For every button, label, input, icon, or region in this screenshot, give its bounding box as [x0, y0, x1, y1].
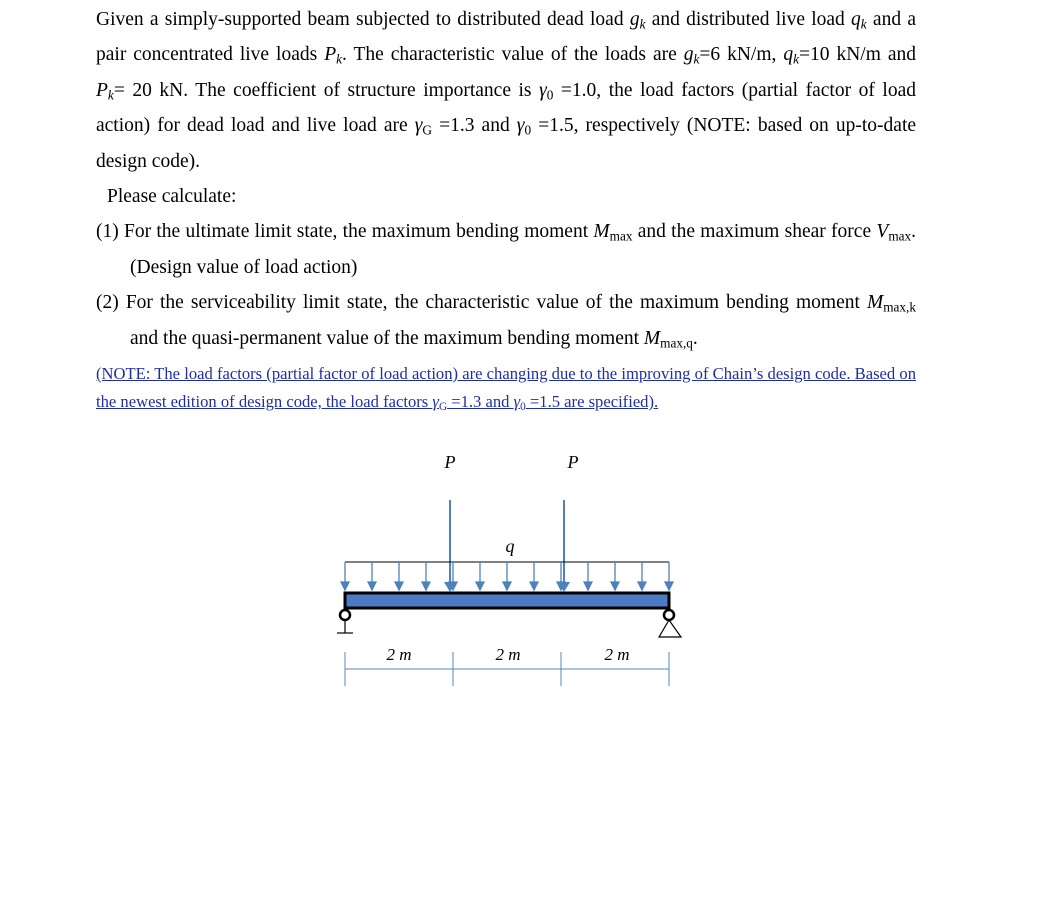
- subscript-max-k: max,k: [883, 299, 916, 315]
- subscript-k: k: [336, 51, 342, 67]
- gk-value: =6 kN/m,: [699, 44, 777, 66]
- subscript-k: k: [693, 51, 700, 67]
- symbol-gamma: γ: [513, 392, 521, 412]
- gammaG-value: =1.3: [432, 115, 475, 137]
- problem-statement: [96, 2, 916, 179]
- symbol-M: M: [593, 221, 610, 243]
- text-run: respectively (NOTE: based on up-to-date design code).: [96, 115, 917, 172]
- text-run: For the ultimate limit state, the maximum bending moment: [124, 221, 594, 243]
- span-label-3: 2 m: [604, 645, 630, 664]
- text-run: . The characteristic value of the loads are: [342, 44, 684, 66]
- subscript-0: 0: [524, 122, 532, 138]
- question-1: [96, 214, 916, 285]
- text-run: . (Design value of load action): [130, 221, 916, 278]
- distributed-load-label: q: [505, 536, 515, 556]
- item-number: (1): [96, 221, 125, 243]
- symbol-g: g: [629, 9, 640, 30]
- text-run: and: [880, 44, 917, 66]
- subscript-G: G: [422, 122, 432, 138]
- symbol-q: q: [783, 44, 794, 66]
- text-run: Given a simply-supported beam subjected to distributed dead load: [96, 9, 630, 30]
- design-code-note: [96, 360, 916, 416]
- symbol-M: M: [866, 292, 884, 314]
- beam-diagram: [300, 440, 720, 700]
- qk-value: =10 kN/m: [799, 44, 881, 66]
- item-number: (2): [96, 292, 126, 314]
- subscript-max-q: max,q: [660, 334, 693, 350]
- gammaQ-value: =1.5,: [531, 115, 579, 137]
- text-run: and the maximum shear force: [632, 221, 877, 243]
- text-run: and distributed live load: [645, 9, 852, 30]
- span-label-2: 2 m: [495, 645, 521, 664]
- subscript-0: 0: [546, 87, 554, 103]
- symbol-g: g: [683, 44, 694, 66]
- left-roller-support: [337, 610, 353, 633]
- subscript-k: k: [860, 16, 867, 32]
- symbol-V: V: [876, 221, 889, 243]
- subscript-k: k: [793, 51, 800, 67]
- symbol-q: q: [851, 9, 861, 30]
- please-calculate: Please calculate:: [107, 186, 237, 208]
- distributed-load-arrows: [341, 562, 673, 590]
- problem-text: [96, 2, 916, 416]
- text-run: and: [474, 115, 517, 137]
- right-pin-support: [659, 610, 681, 637]
- text-run: For the serviceability limit state, the characteristic value of the maximum bending moment: [125, 292, 867, 314]
- point-load-label-left: P: [444, 452, 456, 472]
- beam: [345, 593, 669, 608]
- subscript-max: max: [888, 228, 912, 244]
- span-label-1: 2 m: [386, 645, 412, 664]
- text-run: are specified).: [560, 392, 659, 412]
- symbol-gamma: γ: [414, 115, 423, 137]
- text-run: and: [481, 392, 514, 412]
- subscript-max: max: [609, 228, 633, 244]
- symbol-gamma: γ: [432, 392, 439, 412]
- text-run: and a pair concentrated live loads: [96, 9, 916, 66]
- subscript-k: k: [639, 16, 646, 32]
- text-run: and the quasi-permanent value of the maximum bending moment: [130, 327, 644, 349]
- subscript-k: k: [107, 87, 114, 103]
- gammaG-value: =1.3: [447, 392, 482, 412]
- gamma0-value: =1.5: [525, 392, 561, 412]
- symbol-gamma: γ: [516, 115, 525, 137]
- text-run: The coefficient of structure importance is: [188, 79, 540, 101]
- point-load-label-right: P: [567, 452, 579, 472]
- symbol-p: P: [96, 79, 108, 101]
- text-run: (NOTE: The load factors (partial factor of load action) are changing due to the improving of Chain’s design code. Based on the newest edition of design code, the load factors: [96, 364, 916, 412]
- gamma0-value: =1.0,: [553, 79, 602, 101]
- question-2: [96, 285, 916, 356]
- symbol-p: P: [324, 44, 337, 66]
- text-run: the load factors (partial factor of load action) for dead load and live load are: [96, 79, 916, 137]
- pk-value: = 20 kN.: [113, 79, 189, 101]
- subscript-G: G: [438, 400, 448, 413]
- subscript-0: 0: [520, 400, 526, 413]
- symbol-M: M: [643, 327, 661, 349]
- text-run: .: [692, 327, 698, 349]
- symbol-gamma: γ: [539, 79, 547, 101]
